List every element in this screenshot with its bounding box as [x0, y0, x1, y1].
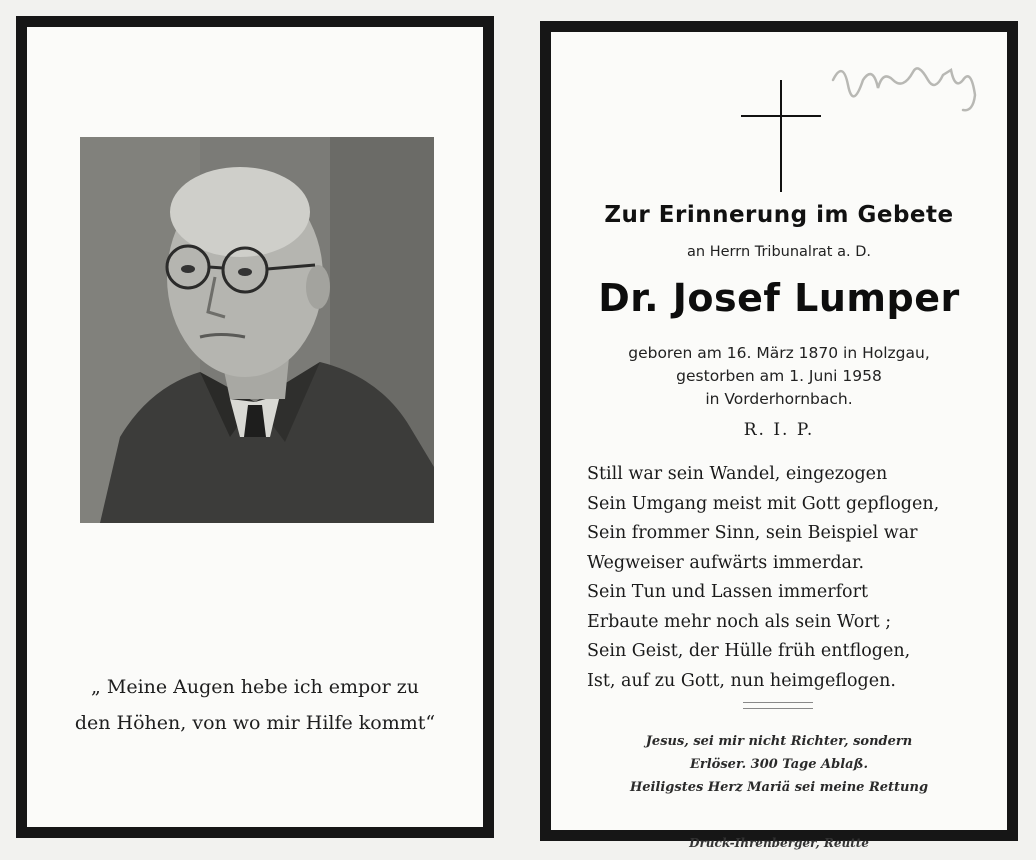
deceased-name: Dr. Josef Lumper [598, 276, 960, 320]
poem-line: Sein Umgang meist mit Gott gepflogen, [587, 493, 940, 514]
handwritten-signature [823, 50, 993, 120]
rip-text: R. I. P. [743, 420, 815, 440]
dates-line-2: gestorben am 1. Juni 1958 [676, 367, 882, 385]
portrait-photo [80, 137, 434, 523]
left-card [16, 16, 494, 838]
poem-line: Still war sein Wandel, eingezogen [587, 464, 888, 484]
dates-line-3: in Vorderhornbach. [705, 390, 853, 408]
quote-line-1: „ Meine Augen hebe ich empor zu [91, 676, 419, 698]
life-dates [551, 342, 1007, 411]
prayer-line: Erlöser. 300 Tage Ablaß. [689, 757, 868, 772]
dates-line-1: geboren am 16. März 1870 in Holzgau, [628, 344, 930, 362]
title-line: an Herrn Tribunalrat a. D. [687, 244, 871, 260]
prayer-line: Jesus, sei mir nicht Richter, sondern [645, 734, 913, 749]
poem-line: Ist, auf zu Gott, nun heimgeflogen. [587, 670, 896, 691]
memorial-heading: Zur Erinnerung im Gebete [604, 202, 954, 228]
poem-line: Wegweiser aufwärts immerdar. [587, 552, 865, 573]
poem-line: Sein frommer Sinn, sein Beispiel war [587, 523, 918, 543]
prayer-line: Heiligstes Herz Mariä sei meine Rettung [629, 780, 929, 795]
right-card [540, 21, 1018, 841]
bible-quote [37, 669, 473, 741]
cross-icon [741, 80, 821, 192]
divider-rule [743, 702, 813, 709]
poem-line: Erbaute mehr noch als sein Wort ; [587, 611, 892, 632]
poem-line: Sein Geist, der Hülle früh entflogen, [587, 641, 911, 661]
poem-line: Sein Tun und Lassen immerfort [587, 582, 868, 602]
printer-imprint: Druck-Ihrenberger, Reutte [689, 836, 869, 850]
portrait-illustration [80, 137, 434, 523]
memorial-poem [587, 460, 983, 696]
quote-line-2: den Höhen, von wo mir Hilfe kommt“ [74, 712, 436, 734]
prayer-text [551, 730, 1007, 799]
